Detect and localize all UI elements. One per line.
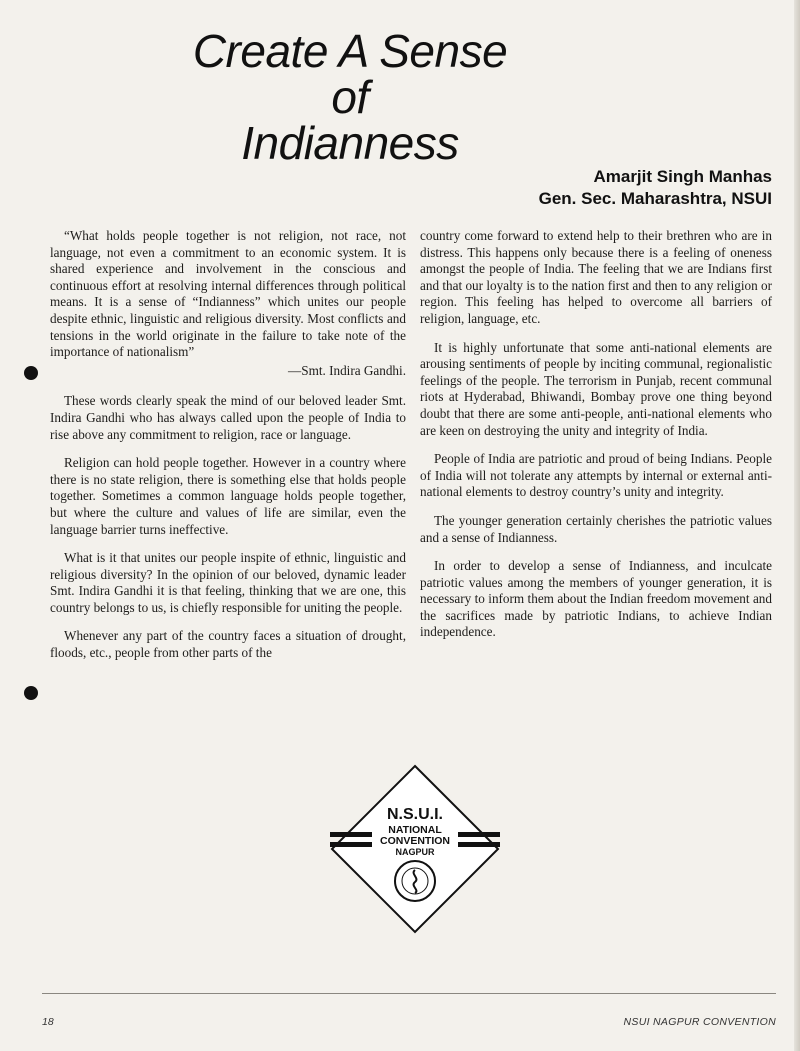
right-paragraph: The younger generation certainly cherishes the patriotic values and a sense of Indianness. <box>420 512 772 545</box>
nsui-convention-logo <box>330 764 500 934</box>
title-line-2: of <box>331 71 369 123</box>
right-paragraph: It is highly unfortunate that some anti-national elements are arousing sentiments of people by inciting communal, regionalistic feelings of the people. The terrorism in Punjab, recent communal riots at Hyderabad, Bhiwandi, Bombay prove one thing beyond doubt that there are some anti-people, anti-national elements who are keen on destroying the unity and integrity of India. <box>420 339 772 438</box>
title-line-3: Indianness <box>241 117 459 169</box>
quote-attribution: —Smt. Indira Gandhi. <box>288 362 406 378</box>
left-paragraph: Religion can hold people together. However in a country where there is no state religion, there is something else that holds people together. Sometimes a common language holds people together, but where the culture and values of life are similar, even the language barrier turns ineffective. <box>50 455 406 537</box>
publication-name: NSUI NAGPUR CONVENTION <box>623 1016 776 1028</box>
article-title <box>150 25 550 169</box>
author-position: Gen. Sec. Maharashtra, NSUI <box>538 189 772 208</box>
logo-text <box>330 764 500 934</box>
punch-hole-bottom <box>24 686 38 700</box>
logo-line-convention: CONVENTION <box>379 835 450 847</box>
title-line-1: Create A Sense <box>192 25 508 77</box>
logo-line-nagpur: NAGPUR <box>395 847 435 857</box>
right-paragraph: country come forward to extend help to their brethren who are in distress. This happens only because there is a feeling of oneness amongst the people of India. The feeling that we are Indians first and that our loyalty is to the nation first and then to any religion or region. This feeling has helped to overcome all barriers of religion, language, etc. <box>420 228 772 326</box>
right-paragraph: In order to develop a sense of Indianness, and inculcate patriotic values among the members of younger generation, it is necessary to inform them about the Indian freedom movement and the sacrifices made by patriotic Indians, to achieve Indian independence. <box>420 558 772 640</box>
page-edge <box>794 0 800 1051</box>
byline <box>539 166 772 210</box>
author-name: Amarjit Singh Manhas <box>593 167 772 186</box>
right-column <box>420 228 772 653</box>
left-column <box>50 228 406 674</box>
footer-rule <box>42 993 776 994</box>
opening-quote: “What holds people together is not religion, not race, not language, not even a commitment to an economic system. It is shared experience and involvement in the conscious and continuous effort at resolving internal differences through political means. It is a sense of “Indianness” which unites our people despite ethnic, linguistic and religious diversity. Most conflicts and tensions in the world originate in the failure to take note of the importance of nationalism” <box>50 228 406 360</box>
punch-hole-top <box>24 366 38 380</box>
left-paragraph: Whenever any part of the country faces a situation of drought, floods, etc., people from other parts of the <box>50 628 406 661</box>
left-paragraph: What is it that unites our people inspite of ethnic, linguistic and religious diversity? In the opinion of our beloved, dynamic leader Smt. Indira Gandhi it is that feeling, thinking that we are one, this country belongs to us, is chiefly responsible for uniting the people. <box>50 550 406 615</box>
logo-line-national: NATIONAL <box>388 824 442 836</box>
page-number: 18 <box>42 1016 54 1028</box>
right-paragraph: People of India are patriotic and proud of being Indians. People of India will not tolerate any attempts by internal or external anti-national elements to destroy country’s unity and integrity. <box>420 451 772 500</box>
logo-main-text: N.S.U.I. <box>386 806 443 823</box>
left-paragraph: These words clearly speak the mind of our beloved leader Smt. Indira Gandhi who has always called upon the people of India to rise above any commitment to religion, race or language. <box>50 393 406 442</box>
